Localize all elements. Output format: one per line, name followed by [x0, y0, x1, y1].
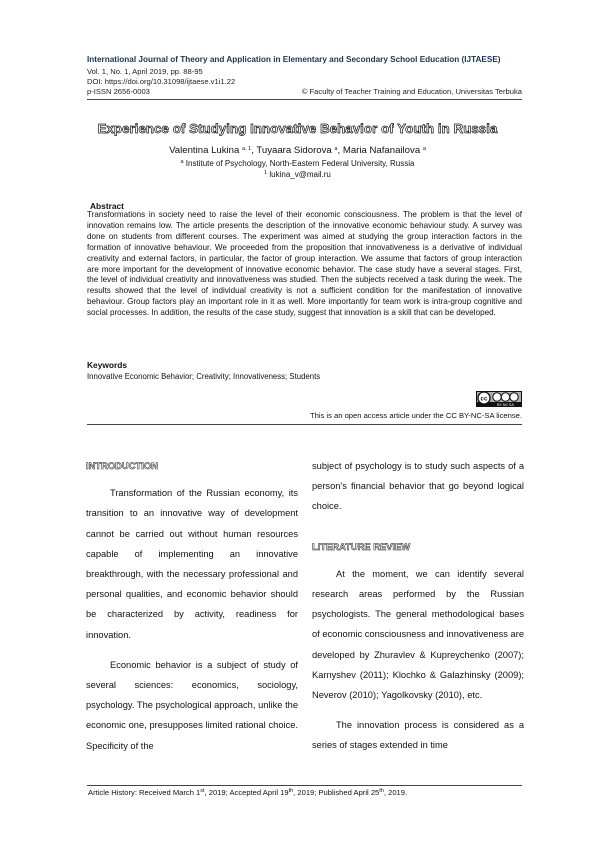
keywords-text: Innovative Economic Behavior; Creativity; Innovativeness; Students	[87, 372, 321, 381]
published-date: , 2019; Published April 25	[293, 788, 380, 797]
svg-text:cc: cc	[480, 395, 488, 403]
author-name: Valentina Lukina	[169, 145, 240, 156]
section-heading-literature-review: LITERATURE REVIEW	[312, 540, 411, 552]
abstract-divider	[87, 424, 522, 425]
copyright: © Faculty of Teacher Training and Education, Universitas Terbuka	[301, 87, 522, 96]
right-column	[312, 456, 524, 766]
issn: p-ISSN 2656-0003	[87, 87, 150, 96]
accepted-date: , 2019; Accepted April 19	[204, 788, 289, 797]
author-list: Valentina Lukina $^{a, 1}$, Tuyaara Sidorova $^a$, Maria Nafanailova $^a$	[169, 145, 426, 156]
doi-link[interactable]: DOI: https://doi.org/10.31098/ijtaese.v1i1.22	[87, 77, 236, 86]
abstract-text: Transformations in society need to raise the level of their economic consciousness. The problem is that the level of innovation remains low. The article presents the description of the innovative economic behaviour study. A survey was done on students from different courses. The experiment was aimed at studying the group interaction factors in the formation of innovative behaviour. We proceeded from the proposition that innovativeness is a derivative of individual creativity and external factors, in particular, the factor of group interaction. We assume that factors of group interaction are more important for the development of innovative economic behavior. The case study have a several stages. First, the level of individual creativity and innovativeness was studied. Then the subjects received a task during the week. The results showed that the level of individual creativity is not a sufficient condition for the manifestation of innovative behaviour. Group factors play an important role in it as well. More importantly for team work is intra-group cognitive and social processes. In addition, the results of the case study, suggest that innovation is a skill that can be developed.	[87, 210, 522, 318]
article-history	[88, 788, 407, 797]
received-date: Article History: Received March 1	[88, 788, 201, 797]
date-sup: th	[379, 788, 384, 794]
date-sup: th	[288, 788, 294, 794]
journal-title: International Journal of Theory and Application in Elementary and Secondary School Education (IJTAESE)	[87, 55, 501, 64]
section-heading-introduction: INTRODUCTION	[86, 460, 158, 471]
affiliation	[60, 159, 535, 168]
keywords-heading: Keywords	[87, 360, 128, 370]
footer-divider	[87, 785, 522, 786]
paragraph: At the moment, we can identify several research areas performed by the Russian psychologists. The general methodological bases of economic consciousness and innovativeness are developed by Zhuravlev & Kupreychenko (2007); Karnyshev (2011); Klochko & Galazhinsky (2009); Neverov (2010); Yagolkovsky (2010), etc.	[312, 568, 524, 701]
author-name: Tuyaara Sidorova	[256, 145, 332, 156]
paragraph: The innovation process is considered as a series of stages extended in time	[312, 720, 524, 751]
author-name: Maria Nafanailova	[342, 145, 421, 156]
affiliation-sup: a	[180, 159, 184, 165]
author-sup: a, 1	[242, 146, 252, 152]
email-link[interactable]: lukina_v@mail.ru	[269, 170, 331, 179]
cc-badge-label: BY NC SA	[497, 402, 514, 407]
left-column	[86, 456, 298, 766]
license-text: This is an open access article under the CC BY-NC-SA license.	[309, 411, 522, 420]
history-end: , 2019.	[383, 788, 408, 797]
cc-license-icon[interactable]	[476, 391, 522, 407]
author-email	[60, 170, 535, 179]
volume-info: Vol. 1, No. 1, April 2019, pp. 88-95	[87, 67, 203, 76]
paper-title: Experience of Studying Innovative Behavior of Youth in Russia	[97, 121, 498, 136]
header-divider	[87, 99, 522, 100]
paragraph: subject of psychology is to study such aspects of a person's financial behavior that go beyond logical choice.	[312, 461, 524, 512]
paragraph: Economic behavior is a subject of study of several sciences: economics, sociology, psychology. The psychological approach, unlike the economic one, presupposes limited rational choice. Specificity of the	[86, 659, 298, 751]
abstract-heading: Abstract	[90, 201, 124, 211]
author-sup: a	[334, 146, 338, 152]
issn-row	[87, 87, 522, 97]
affiliation-text: Institute of Psychology, North-Eastern Federal University, Russia	[185, 159, 415, 168]
paragraph: Transformation of the Russian economy, its transition to an innovative way of development cannot be carried out without human resources capable of implementing an innovative breakthrough, with the necessary professional and personal qualities, and economic behavior should be characterized by activity, readiness for innovation.	[86, 488, 298, 640]
date-sup: st	[200, 788, 205, 794]
author-sup: a	[422, 146, 426, 152]
email-sup: 1	[264, 170, 268, 176]
